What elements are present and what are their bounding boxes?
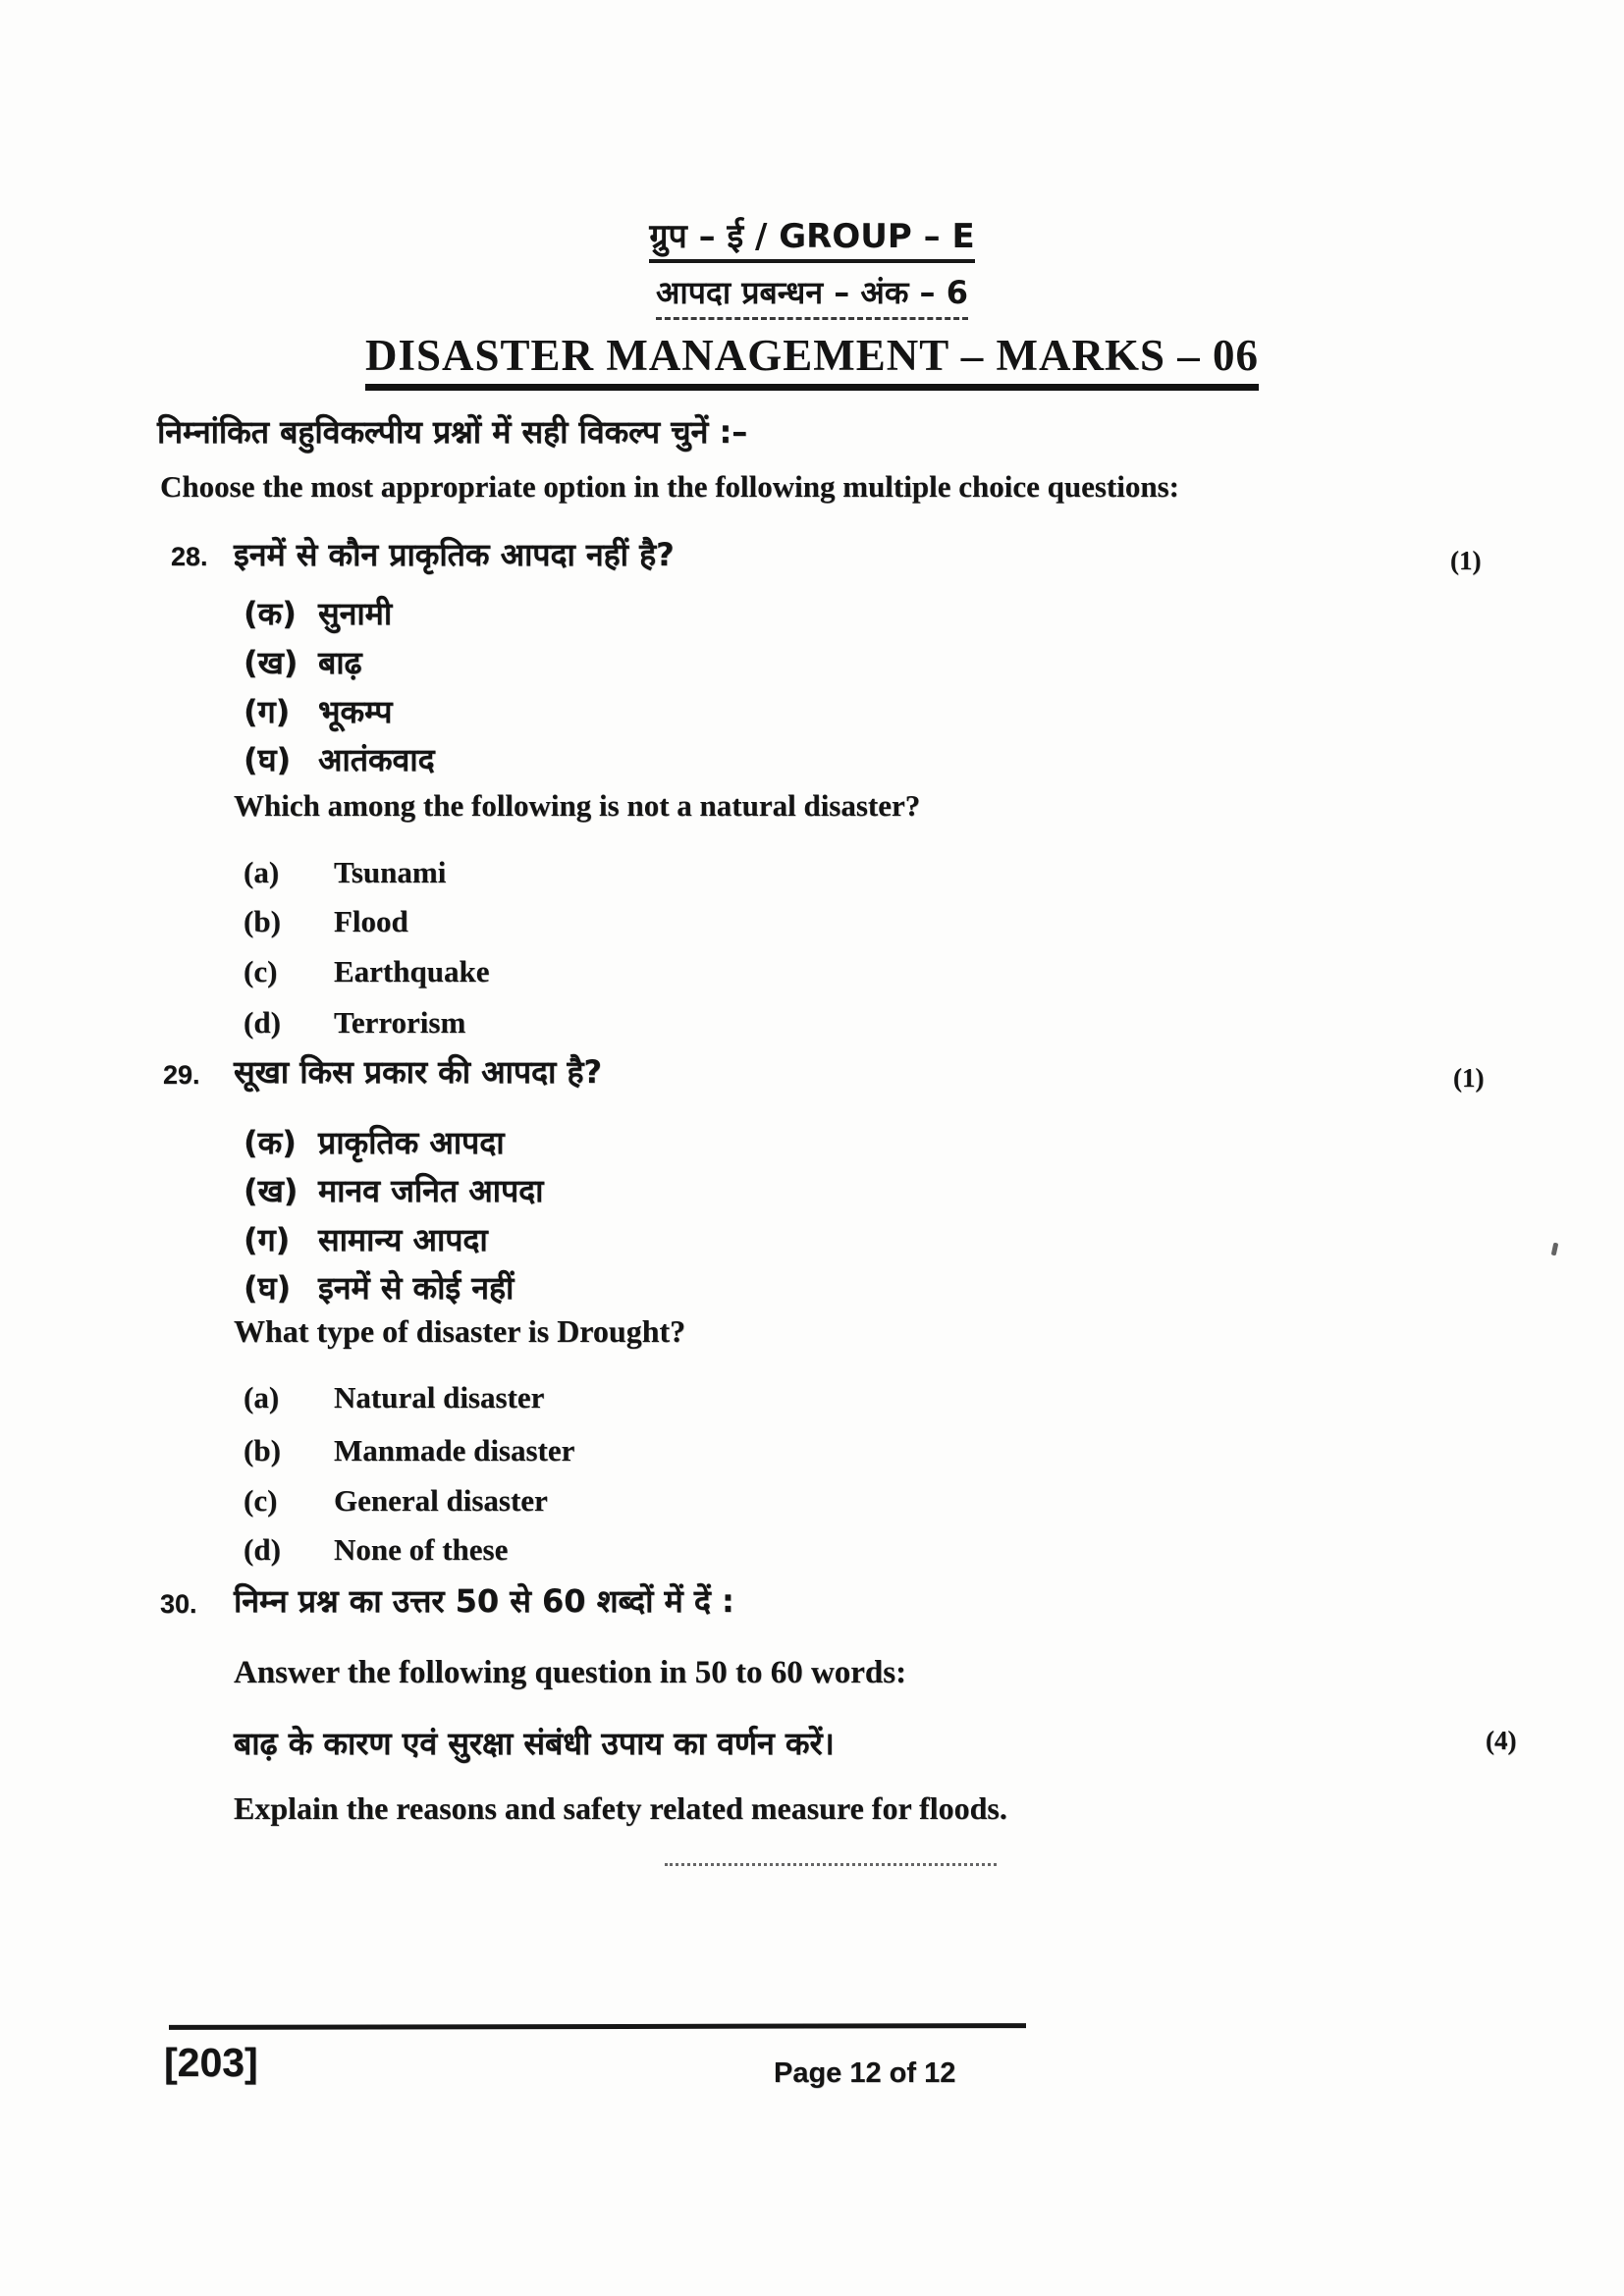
option-label: (c) [244, 954, 278, 988]
instruction-hindi: निम्नांकित बहुविकल्पीय प्रश्नों में सही विकल्प चुनें :– [157, 413, 748, 451]
q28-hindi-question: इनमें से कौन प्राकृतिक आपदा नहीं है? [234, 536, 675, 573]
q28-hindi-option-row [244, 738, 435, 780]
option-text: मानव जनित आपदा [318, 1172, 544, 1209]
header-subject-line [0, 271, 1624, 313]
option-text: Flood [334, 904, 408, 938]
q30-english-question: Answer the following question in 50 to 60 words: [234, 1655, 907, 1690]
q29-hindi-option-row [244, 1218, 488, 1260]
header-group-line [0, 212, 1624, 257]
q28-hindi-option-row [244, 690, 392, 732]
option-text: सुनामी [318, 595, 393, 632]
q30-marks: (4) [1486, 1726, 1517, 1755]
option-text: General disaster [334, 1483, 548, 1518]
option-label: (ग) [244, 693, 291, 730]
q28-english-option-row [244, 904, 408, 939]
q30-hindi-subquestion: बाढ़ के कारण एवं सुरक्षा संबंधी उपाय का वर्णन करें। [234, 1725, 835, 1762]
q29-hindi-option-row [244, 1169, 543, 1211]
q29-english-option-row [244, 1532, 508, 1568]
option-text: Tsunami [334, 855, 447, 889]
q29-english-option-row [244, 1380, 544, 1415]
q29-marks: (1) [1453, 1063, 1485, 1093]
option-label: (ख) [244, 644, 298, 681]
q28-hindi-option-row [244, 641, 362, 683]
scan-speck [1551, 1243, 1559, 1256]
dotted-divider [665, 1863, 997, 1866]
page-title [0, 330, 1624, 381]
option-label: (क) [244, 595, 297, 632]
option-label: (घ) [244, 741, 292, 778]
q29-english-option-row [244, 1483, 548, 1519]
option-text: Earthquake [334, 954, 490, 988]
q28-number: 28. [171, 542, 208, 571]
option-text: Terrorism [334, 1005, 466, 1040]
option-label: (b) [244, 1433, 281, 1468]
q28-hindi-option-row [244, 592, 392, 634]
option-text: आतंकवाद [318, 741, 435, 778]
option-label: (ख) [244, 1172, 298, 1209]
q28-english-option-row [244, 855, 446, 890]
q29-english-question: What type of disaster is Drought? [234, 1313, 686, 1349]
option-label: (b) [244, 904, 281, 938]
option-label: (a) [244, 1380, 280, 1415]
q30-english-subquestion: Explain the reasons and safety related measure for floods. [234, 1790, 1007, 1826]
option-text: Natural disaster [334, 1380, 545, 1415]
q29-hindi-question: सूखा किस प्रकार की आपदा है? [234, 1053, 603, 1091]
q28-english-option-row [244, 1005, 465, 1041]
page-title-text: DISASTER MANAGEMENT – MARKS – 06 [365, 331, 1259, 391]
option-label: (क) [244, 1124, 297, 1161]
q29-hindi-option-row [244, 1121, 504, 1163]
option-text: सामान्य आपदा [318, 1221, 488, 1258]
q30-number: 30. [160, 1589, 197, 1619]
page-number: Page 12 of 12 [774, 2057, 956, 2089]
header-subject-text: आपदा प्रबन्धन – अंक – 6 [656, 274, 968, 320]
option-label: (d) [244, 1532, 281, 1567]
option-text: Manmade disaster [334, 1433, 575, 1468]
q29-english-option-row [244, 1433, 574, 1468]
option-text: बाढ़ [318, 644, 362, 681]
q28-marks: (1) [1450, 546, 1482, 575]
q29-number: 29. [163, 1060, 200, 1090]
q28-english-option-row [244, 954, 489, 989]
footer-rule [169, 2023, 1026, 2030]
option-label: (c) [244, 1483, 278, 1518]
q28-english-question: Which among the following is not a natural disaster? [234, 788, 921, 823]
option-label: (ग) [244, 1221, 291, 1258]
option-text: None of these [334, 1532, 509, 1567]
header-group-text: ग्रुप – ई / GROUP – E [649, 217, 974, 263]
option-text: प्राकृतिक आपदा [318, 1124, 505, 1161]
q29-hindi-option-row [244, 1266, 514, 1308]
option-text: भूकम्प [318, 693, 393, 730]
option-label: (घ) [244, 1269, 292, 1307]
q30-hindi-question: निम्न प्रश्न का उत्तर 50 से 60 शब्दों में दें : [234, 1582, 734, 1620]
booklet-code: [203] [164, 2040, 258, 2085]
option-label: (a) [244, 855, 280, 889]
option-label: (d) [244, 1005, 281, 1040]
instruction-english: Choose the most appropriate option in the following multiple choice questions: [160, 469, 1179, 504]
option-text: इनमें से कोई नहीं [318, 1269, 514, 1307]
